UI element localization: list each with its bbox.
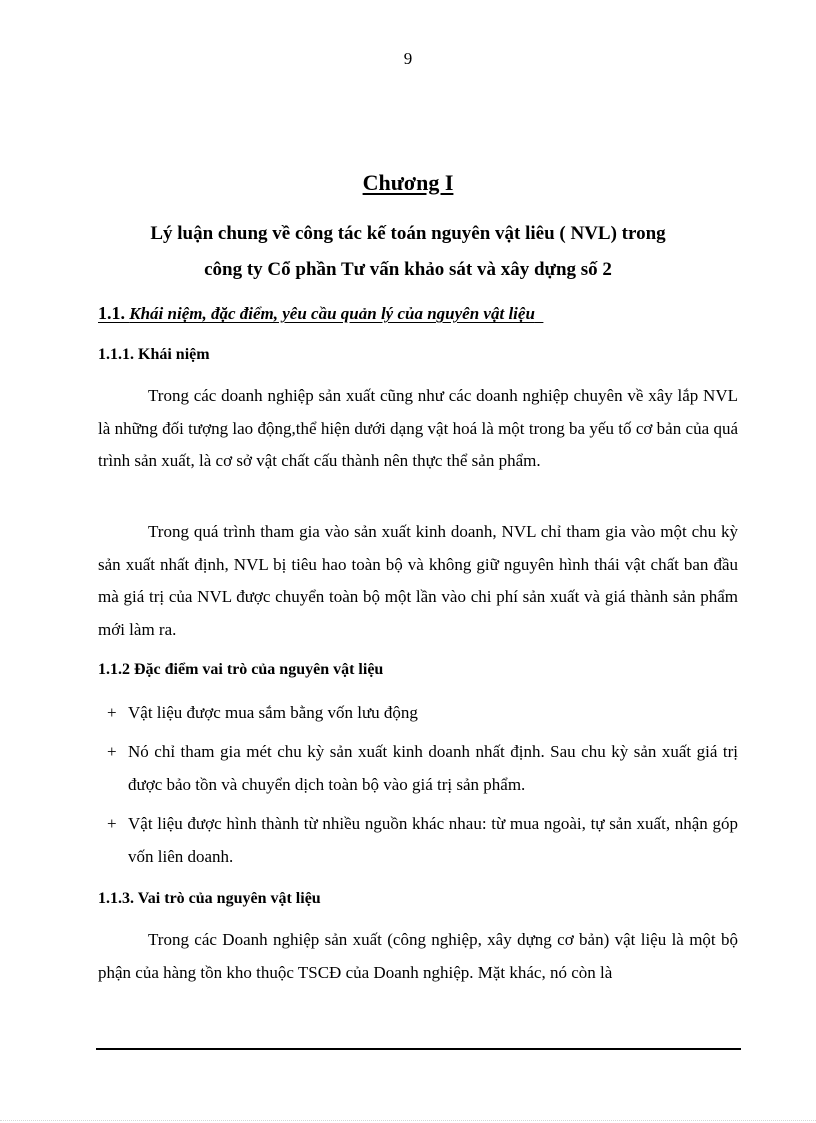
plus-icon: + <box>107 814 117 833</box>
chapter-subtitle <box>100 216 716 288</box>
list-item-text: Vật liệu được mua sắm bằng vốn lưu động <box>128 703 418 722</box>
list-item-text: Nó chỉ tham gia mét chu kỳ sản xuất kinh doanh nhất định. Sau chu kỳ sản xuất giá trị được bảo tồn và chuyển dịch toàn bộ vào giá trị sản phẩm. <box>128 742 738 794</box>
plus-icon: + <box>107 703 117 722</box>
paragraph-role-1: Trong các Doanh nghiệp sản xuất (công nghiệp, xây dựng cơ bản) vật liệu là một bộ phận của hàng tồn kho thuộc TSCĐ của Doanh nghiệp. Mặt khác, nó còn là <box>98 930 738 982</box>
list-item <box>98 807 738 873</box>
list-item <box>98 735 738 801</box>
paragraph-definition-2: Trong quá trình tham gia vào sản xuất kinh doanh, NVL chỉ tham gia vào một chu kỳ sản xuất nhất định, NVL bị tiêu hao toàn bộ và không giữ nguyên hình thái vật chất ban đầu mà giá trị của NVL được chuyển toàn bộ một lần vào chi phí sản xuất và giá thành sản phẩm mới làm ra. <box>98 522 738 640</box>
subheading-1-1-1: 1.1.1. Khái niệm <box>98 346 210 363</box>
section-title: Khái niệm, đặc điểm, yêu cầu quản lý của nguyên vật liệu <box>129 304 535 323</box>
chapter-subtitle-line-1: Lý luận chung về công tác kế toán nguyên vật liêu ( NVL) trong <box>150 223 666 244</box>
page-bottom-border <box>0 1120 816 1121</box>
plus-icon: + <box>107 742 117 761</box>
footer-rule <box>96 1048 741 1050</box>
chapter-title <box>0 170 816 196</box>
section-heading-1-1 <box>98 303 543 324</box>
subheading-1-1-3: 1.1.3. Vai trò của nguyên vật liệu <box>98 890 321 907</box>
chapter-subtitle-line-2: công ty Cổ phần Tư vấn khảo sát và xây dựng số 2 <box>204 259 612 280</box>
section-number: 1.1. <box>98 303 125 323</box>
subheading-1-1-2: 1.1.2 Đặc điểm vai trò của nguyên vật liệu <box>98 661 384 678</box>
list-item <box>98 696 738 729</box>
characteristics-list <box>98 696 738 879</box>
chapter-title-text: Chương I <box>362 170 454 195</box>
page-number: 9 <box>403 49 413 68</box>
list-item-text: Vật liệu được hình thành từ nhiều nguồn khác nhau: từ mua ngoài, tự sản xuất, nhận góp vốn liên doanh. <box>128 814 738 866</box>
paragraph-definition-1: Trong các doanh nghiệp sản xuất cũng như các doanh nghiệp chuyên về xây lắp NVL là những đối tượng lao động,thể hiện dưới dạng vật hoá là một trong ba yếu tố cơ bản của quá trình sản xuất, là cơ sở vật chất cấu thành nên thực thể sản phẩm. <box>98 386 738 471</box>
